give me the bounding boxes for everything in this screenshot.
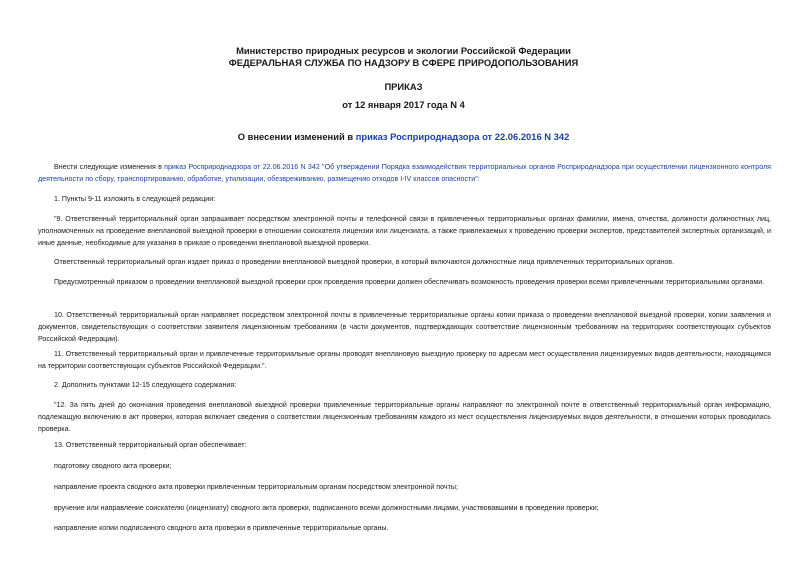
order-342-title[interactable]: "Об утверждении Порядка взаимодействия территориальных органов Росприроднадзора при осуществлении лицензионного контроля деятельности по сбору, транспортированию, обработке, утилизации, обезвреживанию, размещению отходов I-IV классов опасности":	[38, 163, 771, 183]
paragraph-item-11: 11. Ответственный территориальный орган и привлеченные территориальные органы проводят внеплановую выездную проверку по адресам мест осуществления лицензируемых видов деятельности, находящимся на территории соответствующих субъектов Российской Федерации.".	[38, 350, 771, 370]
paragraph-item-13: 13. Ответственный территориальный орган обеспечивает:	[54, 441, 247, 449]
paragraph-item-10: 10. Ответственный территориальный орган направляет посредством электронной почты в привлеченные территориальные органы копии приказа о проведении внеплановой выездной проверки, копии заявления и документов, свидетельствующих о соответствии заявителя лицензионным требованиям (в части документов, подтверждающих соответствие лицензионным требованиям на территориях соответствующих субъектов Российской Федерации).	[38, 311, 771, 343]
paragraph-item-12: "12. За пять дней до окончания проведения внеплановой выездной проверки привлеченные территориальные органы направляют по электронной почте в ответственный территориальный орган информацию, подлежащую включению в акт проверки, которая включает сведения о соответствии лицензионным требованиям каждого из мест осуществления лицензируемых видов деятельности, в отношении которых проводилась проверка.	[38, 401, 771, 433]
paragraph-2: 2. Дополнить пунктами 12-15 следующего содержания:	[54, 381, 237, 389]
paragraph-inspection-term: Предусмотренный приказом о проведении внеплановой выездной проверки срок проведения проверки должен обеспечивать возможность проведения проверки всеми привлеченными территориальными органами.	[54, 278, 765, 286]
document-title	[0, 131, 807, 143]
list-item: направление копии подписанного сводного акта проверки в привлеченные территориальные органы.	[54, 524, 389, 532]
intro-paragraph	[38, 162, 771, 186]
list-item: вручение или направление соискателю (лицензиату) сводного акта проверки, подписанного всеми должностными лицами, участвовавшими в проведении проверки;	[54, 504, 599, 512]
paragraph-1: 1. Пункты 9-11 изложить в следующей редакции:	[54, 195, 216, 203]
ministry-name: Министерство природных ресурсов и экологии Российской Федерации	[236, 45, 571, 56]
intro-text: Внести следующие изменения в	[54, 163, 165, 171]
list-item: подготовку сводного акта проверки;	[54, 462, 172, 470]
document-date: от 12 января 2017 года N 4	[342, 99, 465, 110]
title-link[interactable]: приказ Росприроднадзора от 22.06.2016 N 342	[355, 131, 570, 142]
document-type: ПРИКАЗ	[384, 81, 423, 92]
order-342-link[interactable]: приказ Росприроднадзора от 22.06.2016 N 342	[164, 163, 320, 171]
paragraph-order-issue: Ответственный территориальный орган издает приказ о проведении внеплановой выездной проверки, в который включаются должностные лица привлеченных территориальных органов.	[54, 258, 675, 266]
title-prefix: О внесении изменений в	[237, 131, 356, 142]
paragraph-item-9: "9. Ответственный территориальный орган запрашивает посредством электронной почты и телефонной связи в привлеченных территориальных органах фамилии, имена, отчества, должности должностных лиц, уполномоченных на проведение внеплановой выездной проверки в отношении соискателя лицензии или лицензиата, а также привлекаемых к проведению проверки экспертов, представителей экспертных организаций, и иные данные, необходимые для указания в приказе о проведении внеплановой выездной проверки.	[38, 215, 771, 247]
service-name: ФЕДЕРАЛЬНАЯ СЛУЖБА ПО НАДЗОРУ В СФЕРЕ ПРИРОДОПОЛЬЗОВАНИЯ	[228, 57, 579, 68]
list-item: направление проекта сводного акта проверки привлеченным территориальным органам посредством электронной почты;	[54, 483, 458, 491]
